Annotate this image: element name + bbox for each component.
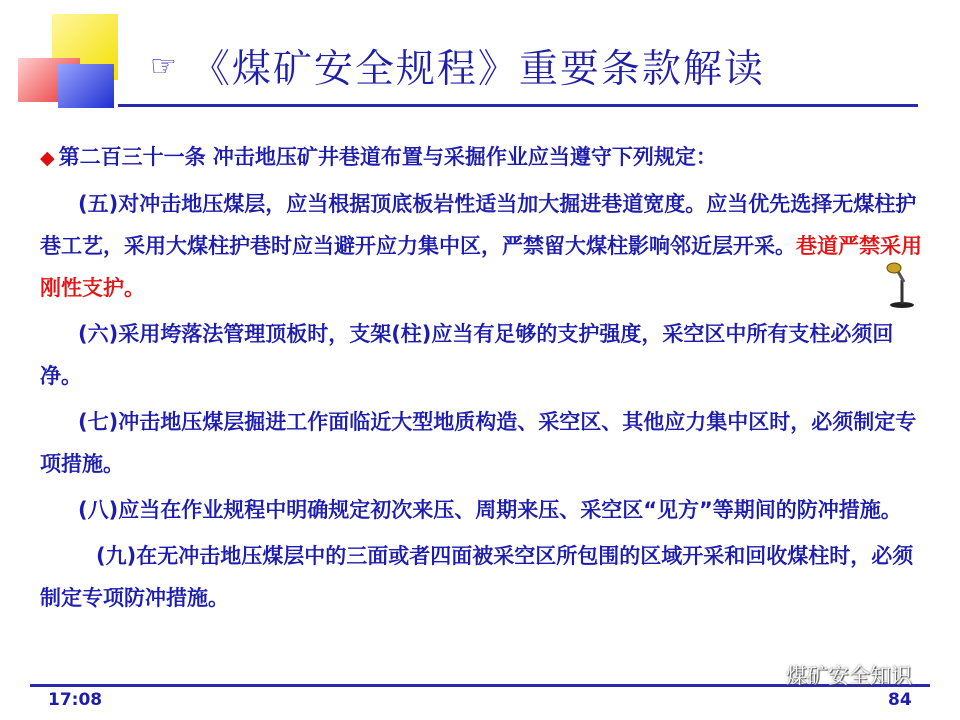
decor-blue-square <box>58 64 114 108</box>
clause-7-text: (七)冲击地压煤层掘进工作面临近大型地质构造、采空区、其他应力集中区时，必须制定专项措施。 <box>40 410 917 476</box>
slide-title <box>150 38 765 94</box>
wechat-icon <box>752 664 780 686</box>
article-heading <box>40 136 930 179</box>
slide-content <box>40 136 930 619</box>
clause-9 <box>40 535 930 619</box>
page-number: 84 <box>888 690 912 710</box>
clause-7 <box>40 401 930 485</box>
clause-5-text: (五)对冲击地压煤层，应当根据顶底板岩性适当加大掘进巷道宽度。应当优先选择无煤柱护巷工艺，采用大煤柱护巷时应当避开应力集中区，严禁留大煤柱影响邻近层开采。 <box>40 192 917 258</box>
clause-5 <box>40 183 930 309</box>
clause-6 <box>40 313 930 397</box>
article-heading-text: 第二百三十一条 冲击地压矿井巷道布置与采掘作业应当遵守下列规定： <box>58 145 717 169</box>
pointing-hand-icon: ☞ <box>150 48 179 84</box>
microphone-icon[interactable] <box>882 262 922 308</box>
title-underline <box>118 104 918 107</box>
slide-time: 17:08 <box>48 690 103 710</box>
clause-8-text: (八)应当在作业规程中明确规定初次来压、周期来压、采空区“见方”等期间的防冲措施。 <box>78 498 902 522</box>
clause-9-text: (九)在无冲击地压煤层中的三面或者四面被采空区所包围的区域开采和回收煤柱时，必须制定专项防冲措施。 <box>40 544 914 610</box>
clause-6-text: (六)采用垮落法管理顶板时，支架(柱)应当有足够的支护强度，采空区中所有支柱必须回净。 <box>40 322 894 388</box>
clause-8 <box>40 489 930 531</box>
slide-title-text: 《煤矿安全规程》重要条款解读 <box>190 47 765 92</box>
diamond-icon: ◆ <box>40 147 55 169</box>
watermark <box>752 660 912 690</box>
watermark-text: 煤矿安全知识 <box>786 664 912 688</box>
clause-5-highlight: 巷道严禁采用刚性支护。 <box>40 234 922 300</box>
